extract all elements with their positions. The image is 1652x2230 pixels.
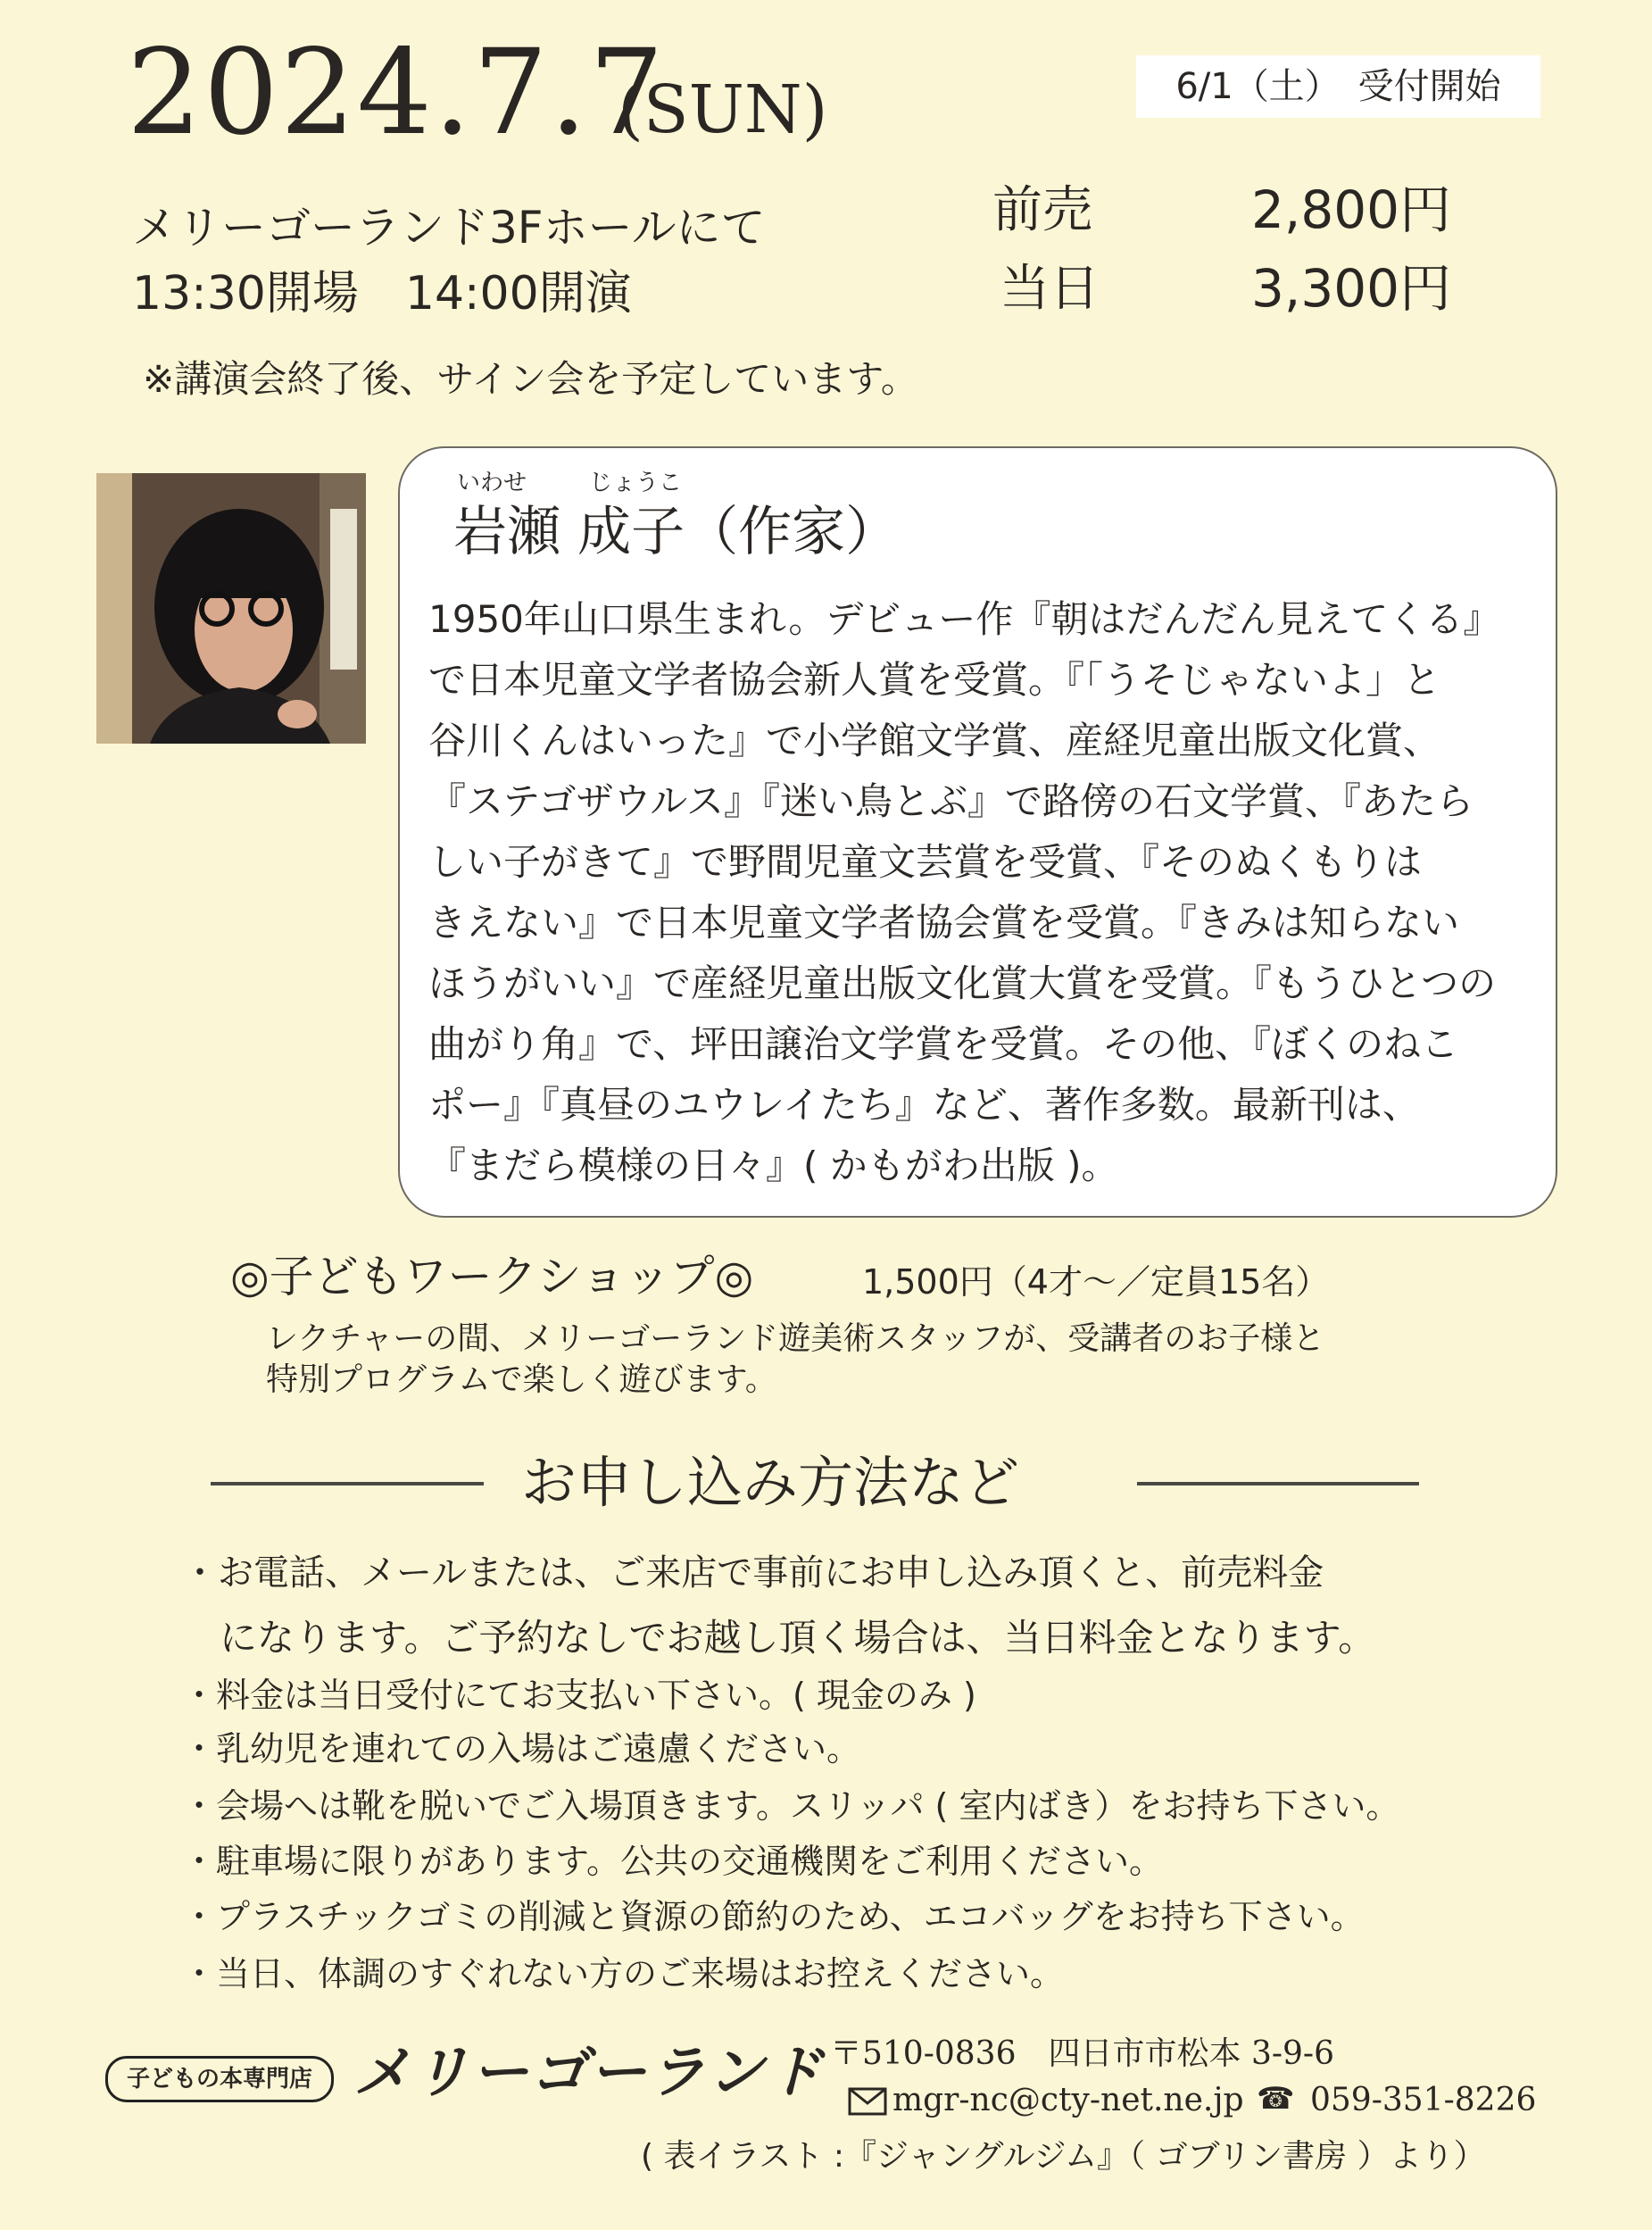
workshop-desc-line: レクチャーの間、メリーゴーランド遊美術スタッフが、受講者のお子様と: [266, 1320, 1325, 1357]
reception-start-badge: 6/1（土） 受付開始: [1136, 55, 1540, 118]
bio-line: 谷川くんはいった』で小学館文学賞、産経児童出版文化賞、: [428, 719, 1441, 762]
mail-icon: [848, 2087, 887, 2116]
illustration-credit: ( 表イラスト :『ジャングルジム』（ ゴブリン書房 ）より）: [641, 2138, 1486, 2175]
event-date: 2024.7.7: [127, 24, 666, 162]
store-email[interactable]: mgr-nc@cty-net.ne.jp: [892, 2082, 1244, 2118]
bio-line: 1950年山口県生まれ。デビュー作『朝はだんだん見えてくる』: [428, 597, 1501, 641]
section-divider-right: [1137, 1482, 1419, 1485]
speaker-photo: [96, 473, 366, 744]
bio-line: しい子がきて』で野間児童文芸賞を受賞、『そのぬくもりは: [428, 840, 1423, 884]
bio-line: きえない』で日本児童文学者協会賞を受賞。『きみは知らない: [428, 901, 1460, 944]
bio-line: で日本児童文学者協会新人賞を受賞。『「うそじゃないよ」と: [428, 658, 1441, 702]
apply-item: ・お電話、メールまたは、ご来店で事前にお申し込み頂くと、前売料金: [182, 1552, 1324, 1593]
venue-text: メリーゴーランド3Fホールにて: [132, 202, 766, 254]
store-phone[interactable]: 059-351-8226: [1310, 2082, 1537, 2118]
signing-note: ※講演会終了後、サイン会を予定しています。: [143, 357, 918, 401]
apply-item: ・当日、体調のすぐれない方のご来場はお控えください。: [182, 1954, 1065, 1993]
price-amount-advance: 2,800円: [1251, 179, 1452, 240]
apply-item: ・料金は当日受付にてお支払い下さい。( 現金のみ ): [182, 1676, 976, 1715]
store-logo: メリーゴーランド: [353, 2040, 825, 2106]
bio-line: 『ステゴザウルス』『迷い鳥とぶ』で路傍の石文学賞、『あたら: [428, 779, 1474, 823]
apply-section-title: お申し込み方法など: [521, 1450, 1020, 1515]
phone-icon: ☎: [1257, 2081, 1295, 2117]
price-label-door: 当日: [1000, 260, 1100, 318]
apply-item: になります。ご予約なしでお越し頂く場合は、当日料金となります。: [182, 1616, 1376, 1660]
event-day-of-week: (SUN): [618, 71, 828, 148]
store-type-badge: 子どもの本専門店: [105, 2056, 334, 2102]
apply-item: ・駐車場に限りがあります。公共の交通機関をご利用ください。: [182, 1842, 1163, 1881]
ruby-given: じょうこ: [589, 470, 683, 496]
bio-line: ポー』『真昼のユウレイたち』など、著作多数。最新刊は、: [428, 1083, 1420, 1127]
speaker-name: 岩瀬 成子（作家）: [453, 501, 900, 563]
price-amount-door: 3,300円: [1251, 258, 1452, 319]
store-address: 〒510-0836 四日市市松本 3-9-6: [830, 2035, 1334, 2072]
apply-item: ・プラスチックゴミの削減と資源の節約のため、エコバッグをお持ち下さい。: [182, 1897, 1365, 1936]
price-label-advance: 前売: [992, 181, 1092, 239]
event-times: 13:30開場 14:00開演: [132, 267, 632, 320]
workshop-desc-line: 特別プログラムで楽しく遊びます。: [266, 1361, 777, 1398]
bio-line: ほうがいい』で産経児童出版文化賞大賞を受賞。『もうひとつの: [428, 961, 1497, 1005]
workshop-title: ◎子どもワークショップ◎: [230, 1251, 754, 1302]
bio-line: 曲がり角』で、坪田譲治文学賞を受賞。その他、『ぼくのねこ: [428, 1022, 1459, 1066]
ruby-family: いわせ: [457, 470, 527, 496]
section-divider-left: [211, 1482, 484, 1485]
workshop-fee: 1,500円（4才～／定員15名）: [862, 1262, 1330, 1302]
bio-line: 『まだら模様の日々』( かもがわ出版 )。: [428, 1144, 1119, 1187]
apply-item: ・会場へは靴を脱いでご入場頂きます。スリッパ ( 室内ばき）をお持ち下さい。: [182, 1786, 1400, 1826]
apply-item: ・乳幼児を連れての入場はご遠慮ください。: [182, 1729, 861, 1768]
